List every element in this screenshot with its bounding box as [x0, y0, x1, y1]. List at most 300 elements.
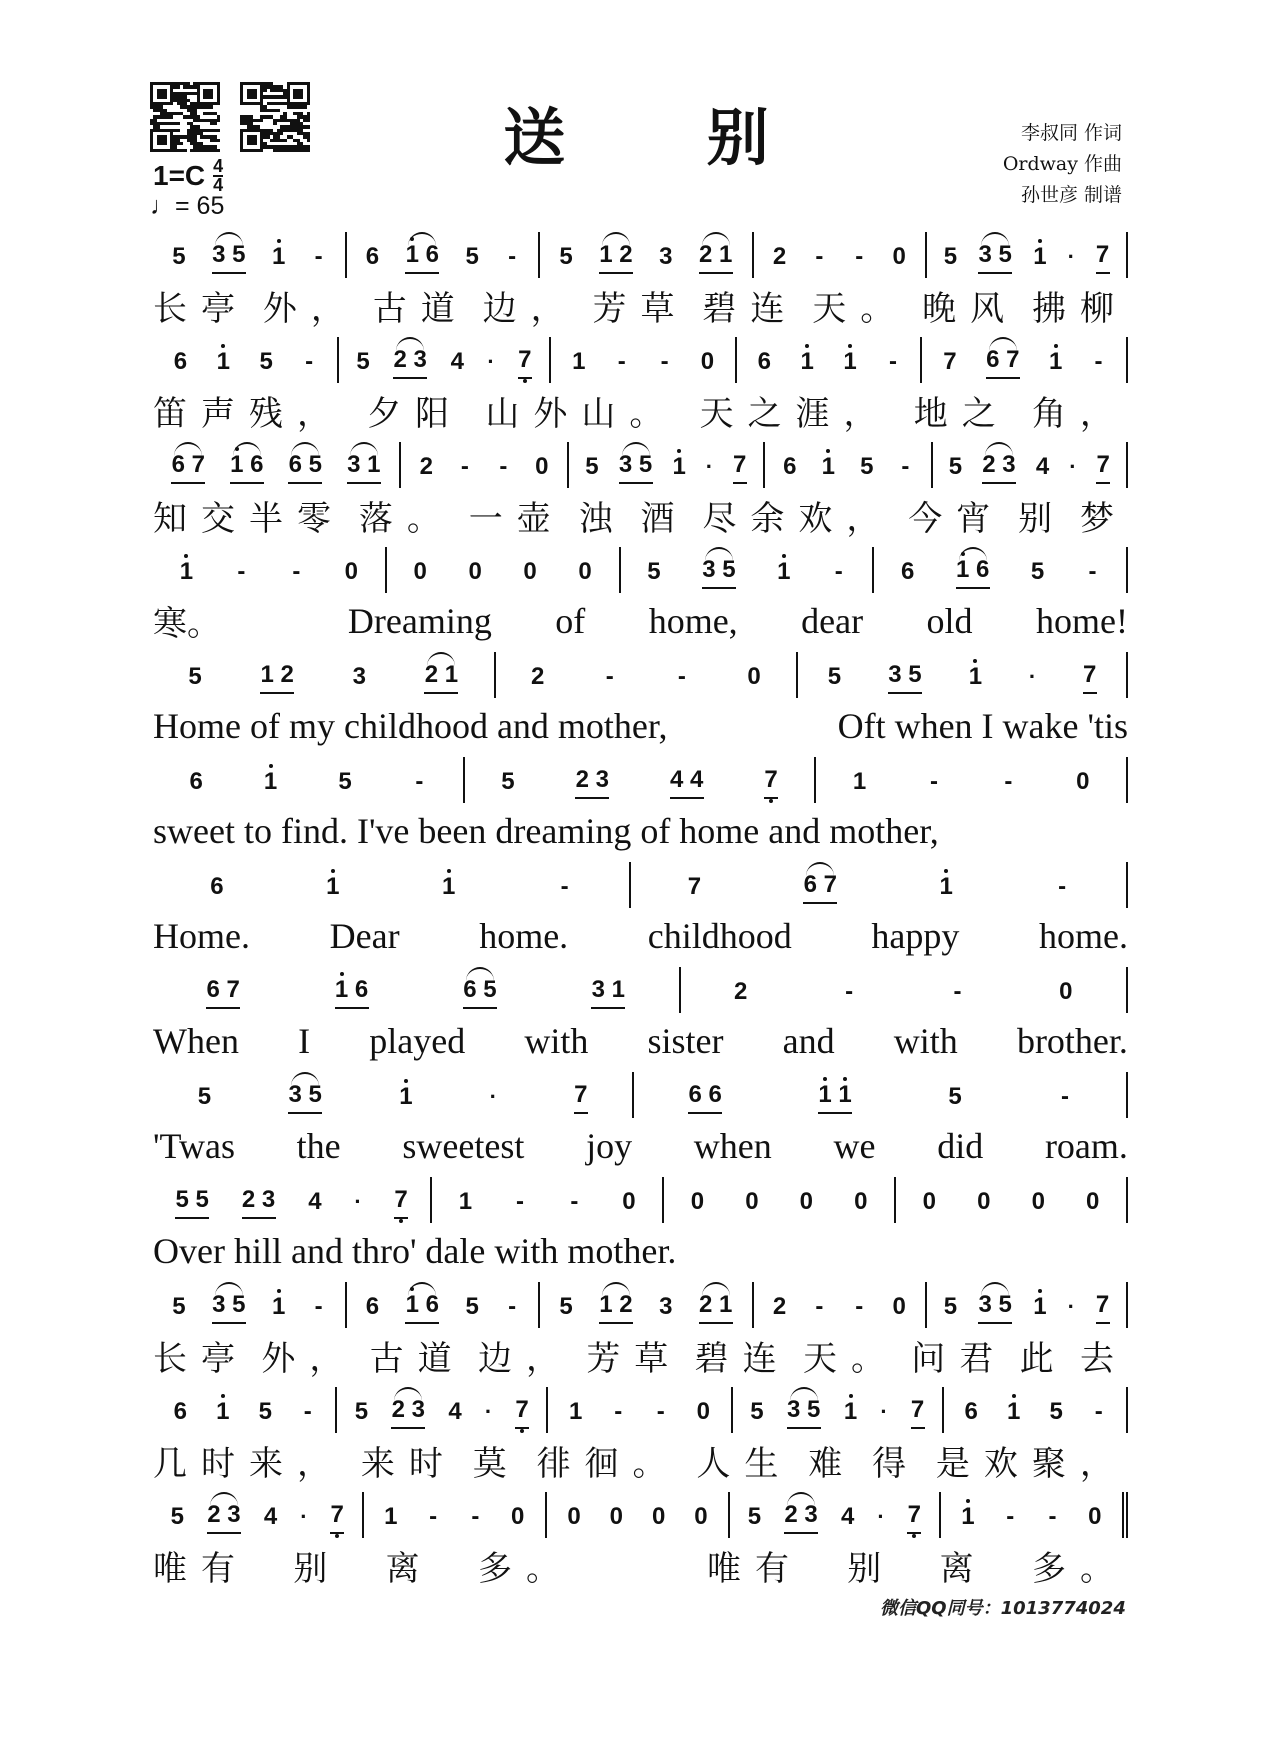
time-top: 4	[213, 156, 224, 176]
note: 2	[772, 243, 787, 270]
rest: 0	[523, 558, 537, 585]
lyric-segment: 酒	[640, 499, 689, 539]
note: 5	[465, 1293, 479, 1320]
augmentation-dot: ·	[1069, 454, 1077, 479]
lyric-segment: 来时	[360, 1444, 457, 1484]
note: 1	[939, 872, 953, 908]
notation-row	[153, 1488, 1128, 1538]
note: 5	[172, 1293, 186, 1320]
note: 1	[384, 1503, 398, 1530]
note: 1	[405, 240, 419, 272]
note: 6	[206, 976, 220, 1003]
note: 3	[978, 1291, 992, 1318]
measure	[496, 652, 799, 698]
note: 6	[250, 451, 264, 478]
lyric-segment: 唯有	[706, 1549, 803, 1589]
note: 5	[860, 453, 874, 480]
note: 2	[619, 241, 633, 268]
slurred-note-group	[405, 240, 439, 274]
lyric-segment: 碧连	[702, 289, 799, 329]
lyrics-row	[153, 1328, 1128, 1383]
rest: 0	[799, 1188, 814, 1215]
note: 3	[413, 346, 427, 373]
note: 6	[173, 348, 188, 375]
note: 6	[708, 1081, 722, 1108]
note: 1	[852, 768, 867, 795]
dash-extension: -	[305, 348, 314, 375]
dash-extension: -	[815, 1293, 824, 1320]
notation-row	[153, 648, 1128, 698]
note: 2	[419, 453, 433, 480]
augmentation-dot: ·	[484, 1399, 493, 1424]
note: 7	[1006, 346, 1020, 373]
note: 5	[308, 451, 322, 478]
notation-row	[153, 1173, 1128, 1223]
lyric-segment: the	[296, 1125, 341, 1166]
note: 5	[1049, 1398, 1063, 1425]
tempo-marking: ♩= 65	[150, 192, 225, 220]
slurred-note-group	[803, 870, 837, 904]
dash-extension: -	[855, 243, 864, 270]
note: 7	[518, 345, 532, 377]
note: 5	[170, 1503, 184, 1530]
note: 4	[670, 766, 684, 793]
dash-extension: -	[901, 453, 910, 480]
lyric-segment: sweet to find. I've been dreaming of home and mother,	[153, 810, 939, 851]
lyric-segment: 浊	[578, 499, 627, 539]
note: 5	[722, 556, 736, 583]
lyric-segment: When	[153, 1020, 239, 1061]
slurred-note-group	[212, 240, 246, 274]
note: 5	[354, 1398, 369, 1425]
rest: 0	[567, 1503, 581, 1530]
dash-extension: -	[1006, 1503, 1015, 1530]
note: 3	[347, 451, 361, 478]
slurred-note-group	[699, 1290, 733, 1324]
lyric-segment: 人生	[696, 1444, 793, 1484]
rest: 0	[696, 1398, 710, 1425]
beamed-note-group	[670, 765, 704, 799]
lyric-segment: 外，	[262, 289, 359, 329]
note: 6	[354, 976, 369, 1003]
lyric-segment: sweetest	[402, 1125, 525, 1166]
note: 7	[226, 976, 240, 1003]
measure	[540, 1282, 754, 1328]
note: 7	[823, 871, 837, 898]
measure	[874, 547, 1128, 593]
dash-extension: -	[460, 453, 469, 480]
dash-extension: -	[1094, 348, 1103, 375]
rest: 0	[344, 558, 358, 585]
beamed-note-group	[335, 975, 369, 1009]
note: 1	[260, 661, 274, 688]
notation-row	[153, 858, 1128, 908]
augmentation-dot: ·	[489, 1084, 497, 1109]
lyric-segment: we	[833, 1125, 876, 1166]
notation-row	[153, 1383, 1128, 1433]
measure	[347, 1282, 541, 1328]
note: 7	[330, 1500, 344, 1532]
note: 5	[356, 348, 370, 375]
note: 1	[569, 1398, 583, 1425]
lyric-segment: 天。	[802, 1339, 899, 1379]
note: 6	[688, 1081, 702, 1108]
lyric-segment: 边，	[477, 1339, 574, 1379]
note: 1	[777, 557, 791, 593]
note: 7	[1095, 241, 1110, 268]
note: 6	[975, 556, 990, 583]
lyric-segment: Over hill and thro' dale with mother.	[153, 1230, 677, 1271]
notation-row	[153, 438, 1128, 488]
measure	[153, 547, 387, 593]
slurred-note-group	[405, 1290, 439, 1324]
note: 4	[1035, 453, 1050, 480]
lyric-segment: 此	[1019, 1339, 1068, 1379]
measure	[681, 967, 1129, 1013]
lyric-segment: with	[524, 1020, 589, 1061]
note: 1	[818, 1080, 832, 1112]
measure	[153, 337, 339, 383]
lyric-segment: happy	[871, 915, 960, 956]
slurred-note-group	[619, 450, 653, 484]
slurred-note-group	[347, 450, 381, 484]
slurred-note-group	[986, 345, 1020, 379]
note: 3	[659, 243, 673, 270]
score-line	[153, 1383, 1128, 1488]
lyric-segment: 得	[872, 1444, 921, 1484]
note: 3	[804, 1501, 818, 1528]
rest: 0	[413, 558, 427, 585]
note: 1	[367, 451, 381, 478]
note: 5	[943, 243, 958, 270]
dash-extension: -	[815, 243, 824, 270]
augmentation-dot: ·	[1067, 1294, 1075, 1319]
augmentation-dot: ·	[487, 349, 495, 374]
note: 2	[530, 663, 545, 690]
note: 6	[425, 241, 440, 268]
augmentation-dot: ·	[1067, 244, 1075, 269]
dash-extension: -	[429, 1503, 438, 1530]
note: 1	[844, 1397, 858, 1433]
score	[153, 228, 1128, 1593]
lyrics-row	[153, 698, 1128, 753]
lyric-segment: Home.	[153, 915, 250, 956]
score-line	[153, 228, 1128, 333]
note: 2	[619, 1291, 633, 1318]
lyric-segment: 别	[293, 1549, 342, 1589]
note: 1	[1049, 347, 1063, 383]
lyric-segment: did	[937, 1125, 984, 1166]
rest: 0	[747, 663, 761, 690]
note: 3	[618, 451, 633, 478]
lyric-segment: 多。	[1031, 1549, 1128, 1589]
augmentation-dot: ·	[880, 1399, 888, 1424]
slurred-note-group	[207, 1500, 241, 1534]
note: 2	[207, 1501, 221, 1528]
lyric-segment: 地之	[913, 394, 1010, 434]
note: 5	[998, 241, 1012, 268]
slurred-note-group	[784, 1500, 818, 1534]
dash-extension: -	[415, 768, 424, 795]
beamed-note-group	[394, 1185, 408, 1219]
note: 3	[261, 1186, 276, 1213]
notation-row	[153, 228, 1128, 278]
note: 1	[405, 1290, 419, 1322]
lyric-segment: 多。	[477, 1549, 574, 1589]
note: 6	[171, 451, 185, 478]
rest: 0	[745, 1188, 759, 1215]
note: 2	[982, 451, 996, 478]
measure	[548, 1387, 732, 1433]
note: 5	[1030, 558, 1045, 585]
note: 5	[501, 768, 515, 795]
score-line	[153, 753, 1128, 858]
measure	[153, 1072, 634, 1118]
note: 1	[272, 242, 286, 278]
lyric-segment: 外，	[261, 1339, 358, 1379]
rest: 0	[892, 1293, 906, 1320]
lyric-segment: 是欢聚，	[935, 1444, 1128, 1484]
note: 5	[827, 663, 842, 690]
beamed-note-group	[518, 345, 532, 379]
rest: 0	[609, 1503, 623, 1530]
lyric-segment: 碧连	[694, 1339, 791, 1379]
dash-extension: -	[508, 243, 517, 270]
note: 5	[750, 1398, 764, 1425]
lyric-segment: 唯有	[153, 1549, 249, 1589]
beamed-note-group	[206, 975, 240, 1009]
score-line	[153, 1488, 1128, 1593]
beamed-note-group	[888, 660, 922, 694]
lyric-segment: 别	[847, 1549, 896, 1589]
measure	[754, 232, 928, 278]
lyrics-row	[153, 803, 1128, 858]
notation-row	[153, 1278, 1128, 1328]
note: 7	[733, 451, 747, 478]
note: 5	[647, 558, 661, 585]
note: 1	[216, 1397, 230, 1433]
note: 5	[232, 1291, 246, 1318]
lyric-segment: Oft when I wake 'tis	[837, 705, 1128, 746]
note: 1	[1033, 1292, 1047, 1328]
measure	[153, 757, 465, 803]
measure	[153, 1177, 432, 1223]
slurred-note-group	[978, 240, 1012, 274]
rest: 0	[622, 1188, 636, 1215]
measure	[153, 1492, 364, 1538]
note: 3	[595, 766, 609, 793]
note: 3	[212, 1291, 226, 1318]
note: 1	[718, 241, 733, 268]
augmentation-dot: ·	[300, 1504, 308, 1529]
lyric-segment: 知交半零	[153, 499, 345, 539]
slurred-note-group	[787, 1395, 821, 1429]
dash-extension: -	[237, 558, 246, 585]
key-signature	[153, 158, 223, 194]
lyric-segment: 难	[808, 1444, 857, 1484]
dash-extension: -	[953, 978, 962, 1005]
lyrics-row	[153, 1013, 1128, 1068]
note: 7	[574, 1081, 588, 1108]
rest: 0	[690, 1188, 705, 1215]
notation-row	[153, 963, 1128, 1013]
lyric-segment: old	[926, 600, 973, 641]
lyric-segment: 拂柳	[1032, 289, 1128, 329]
lyric-segment: Dreaming	[347, 600, 492, 641]
note: 2	[772, 1293, 787, 1320]
beamed-note-group	[818, 1080, 852, 1114]
note: 2	[280, 661, 294, 688]
note: 6	[964, 1398, 978, 1425]
beamed-note-group	[591, 975, 625, 1009]
lyrics-row	[153, 278, 1128, 333]
note: 5	[195, 1186, 209, 1213]
lyric-segment: dear	[801, 600, 864, 641]
lyric-segment: sister	[647, 1020, 724, 1061]
rest: 0	[977, 1188, 991, 1215]
note: 5	[232, 241, 246, 268]
measure	[339, 337, 552, 383]
note: 5	[559, 243, 573, 270]
notation-row	[153, 753, 1128, 803]
lyric-segment: home,	[648, 600, 738, 641]
lyric-segment: roam.	[1044, 1125, 1128, 1166]
note: 2	[784, 1501, 798, 1528]
beamed-note-group	[1096, 1290, 1110, 1324]
dash-extension: -	[303, 1398, 312, 1425]
note: 3	[888, 661, 902, 688]
dash-extension: -	[314, 243, 323, 270]
score-line	[153, 858, 1128, 963]
note: 7	[764, 765, 778, 797]
note: 2	[734, 978, 748, 1005]
lyric-segment: Dear	[329, 915, 400, 956]
note: 1	[672, 452, 686, 488]
note: 1	[442, 872, 456, 908]
measure	[153, 232, 347, 278]
measure	[927, 232, 1128, 278]
note: 1	[179, 557, 193, 593]
lyric-segment: 离	[385, 1549, 434, 1589]
beamed-note-group	[575, 765, 609, 799]
lyric-segment: 'Twas	[153, 1125, 235, 1166]
note: 2	[241, 1186, 256, 1213]
dash-extension: -	[1088, 558, 1097, 585]
beamed-note-group	[688, 1080, 722, 1114]
slurred-note-group	[212, 1290, 246, 1324]
note: 5	[197, 1083, 212, 1110]
measure	[896, 1177, 1128, 1223]
rest: 0	[468, 558, 482, 585]
note: 3	[978, 241, 992, 268]
note: 5	[998, 1291, 1012, 1318]
augmentation-dot: ·	[705, 454, 714, 479]
lyric-segment: 长亭	[153, 289, 249, 329]
note: 5	[638, 451, 653, 478]
time-bottom: 4	[213, 175, 224, 195]
lyric-segment: childhood	[647, 915, 792, 956]
note: 3	[591, 976, 605, 1003]
notation-row	[153, 1068, 1128, 1118]
note: 1	[599, 1291, 613, 1318]
measure	[631, 862, 1129, 908]
rest: 0	[1076, 768, 1090, 795]
dash-extension: -	[656, 1398, 665, 1425]
dash-extension: -	[834, 558, 843, 585]
lyric-segment: 古道	[369, 1339, 466, 1379]
lyric-segment: 山外山。	[485, 394, 678, 434]
slurred-note-group	[699, 240, 733, 274]
note: 1	[572, 348, 586, 375]
lyric-segment: 离	[939, 1549, 988, 1589]
note: 6	[901, 558, 915, 585]
dash-extension: -	[292, 558, 301, 585]
dash-extension: -	[614, 1398, 623, 1425]
note: 4	[690, 766, 704, 793]
note: 1	[956, 555, 970, 587]
note: 5	[259, 348, 273, 375]
beamed-note-group	[330, 1500, 344, 1534]
note: 6	[803, 871, 817, 898]
measure	[551, 337, 737, 383]
note: 3	[288, 1081, 302, 1108]
dash-extension: -	[660, 348, 669, 375]
note: 1	[838, 1080, 852, 1112]
beamed-note-group	[907, 1500, 921, 1534]
lyric-segment: 天之涯，	[699, 394, 892, 434]
note: 3	[227, 1501, 241, 1528]
note: 2	[393, 346, 407, 373]
lyrics-row	[153, 1538, 1128, 1593]
note: 6	[425, 1291, 440, 1318]
lyric-segment: 芳草	[586, 1339, 683, 1379]
note: 1	[272, 1292, 286, 1328]
measure	[922, 337, 1128, 383]
composer-credit: Ordway 作曲	[1002, 153, 1122, 175]
note: 7	[394, 1185, 408, 1217]
note: 7	[910, 1396, 925, 1423]
note: 7	[1095, 1291, 1110, 1318]
lyric-segment: 莫	[472, 1444, 521, 1484]
note: 5	[188, 663, 202, 690]
note: 3	[352, 663, 367, 690]
rest: 0	[1031, 1188, 1045, 1215]
note: 7	[1096, 451, 1110, 478]
note: 1	[326, 872, 340, 908]
lyrics-row	[153, 593, 1128, 648]
augmentation-dot: ·	[1028, 664, 1037, 689]
contact-footer: 微信QQ同号：1013774024	[880, 1598, 1126, 1619]
dash-extension: -	[499, 453, 508, 480]
credits	[1003, 118, 1122, 211]
note: 1	[821, 452, 835, 488]
key-label: 1=C	[153, 160, 206, 191]
measure	[387, 547, 621, 593]
note: 3	[212, 241, 226, 268]
beamed-note-group	[911, 1395, 925, 1429]
note: 4	[841, 1503, 855, 1530]
measure	[401, 442, 569, 488]
note: 1	[843, 347, 857, 383]
lyric-segment: 边，	[482, 289, 579, 329]
measure	[153, 442, 401, 488]
note: 5	[172, 243, 186, 270]
lyric-segment: 寒。	[153, 604, 221, 644]
note: 5	[308, 1081, 322, 1108]
lyric-segment: 晚风	[922, 289, 1019, 329]
measure	[153, 1387, 337, 1433]
measure	[547, 1492, 730, 1538]
